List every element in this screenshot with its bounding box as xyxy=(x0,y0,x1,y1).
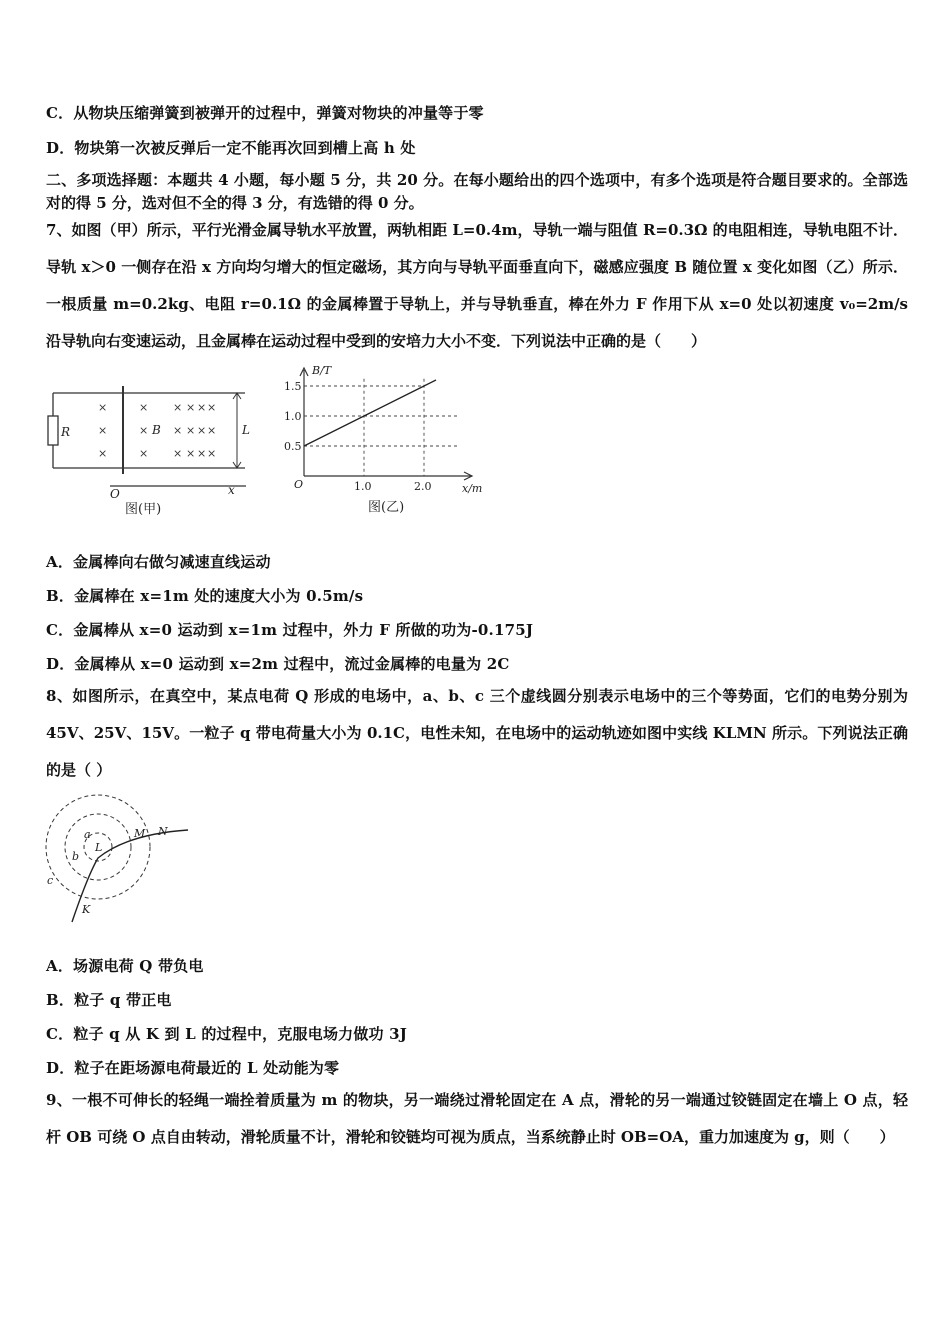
x-tick-label: 1.0 xyxy=(354,480,372,493)
origin-label: O xyxy=(294,478,304,491)
b-vs-x-line xyxy=(304,380,436,446)
x-tick-label: 2.0 xyxy=(414,480,432,493)
question-7-stem: 7、如图（甲）所示，平行光滑金属导轨水平放置，两轨相距 L=0.4m，导轨一端与阻值 R=0.3Ω 的电阻相连，导轨电阻不计．导轨 x＞0 一侧存在沿 x 方向均匀增大的恒定磁场，其方向与导轨平面垂直向下，磁感应强度 B 随位置 x 变化如图（乙）所示．一根质量 m=0.2kg、电阻 r=0.1Ω 的金属棒置于导轨上，并与导轨垂直，棒在外力 F 作用下从 x=0 处以初速度 v₀=2m/s 沿导轨向右变速运动，且金属棒在运动过程中受到的安培力大小不变．下列说法中正确的是（ ） xyxy=(46,221,908,350)
cross-mark: × xyxy=(98,447,108,460)
y-tick-label: 1.0 xyxy=(284,410,302,423)
figure-yi-chart xyxy=(282,360,492,520)
cross-mark: × xyxy=(197,424,207,437)
cross-mark: × xyxy=(186,447,196,460)
q8-option-d: D．粒子在距场源电荷最近的 L 处动能为零 xyxy=(46,1059,340,1077)
figure-jia xyxy=(40,382,260,522)
label-b: b xyxy=(72,850,80,863)
cross-mark: × xyxy=(139,401,149,414)
y-tick-label: 1.5 xyxy=(284,380,302,393)
field-label: B xyxy=(152,423,161,437)
q7-option-a: A．金属棒向右做匀减速直线运动 xyxy=(46,553,271,571)
q8-option-b: B．粒子 q 带正电 xyxy=(46,991,172,1009)
y-tick-label: 0.5 xyxy=(284,440,302,453)
label-k: K xyxy=(82,903,91,916)
x-axis-label: x xyxy=(228,483,235,497)
label-a: a xyxy=(84,828,91,841)
label-c: c xyxy=(47,874,54,887)
x-axis-label: x/m xyxy=(462,482,483,495)
cross-mark: × xyxy=(207,401,217,414)
figure-jia-caption: 图(甲) xyxy=(125,502,162,517)
cross-mark: × xyxy=(139,424,149,437)
q8-option-a: A．场源电荷 Q 带负电 xyxy=(46,957,204,975)
cross-mark: × xyxy=(173,447,183,460)
cross-mark: × xyxy=(173,401,183,414)
q7-option-b: B．金属棒在 x=1m 处的速度大小为 0.5m/s xyxy=(46,587,364,605)
cross-mark: × xyxy=(197,447,207,460)
cross-mark: × xyxy=(139,447,149,460)
label-l: L xyxy=(95,841,103,854)
q8-option-c: C．粒子 q 从 K 到 L 的过程中，克服电场力做功 3J xyxy=(46,1025,408,1043)
cross-mark: × xyxy=(186,401,196,414)
q7-option-d: D．金属棒从 x=0 运动到 x=2m 过程中，流过金属棒的电量为 2C xyxy=(46,655,510,673)
label-n: N xyxy=(158,825,168,838)
q7-option-c: C．金属棒从 x=0 运动到 x=1m 过程中，外力 F 所做的功为-0.175J xyxy=(46,621,534,639)
cross-mark: × xyxy=(207,447,217,460)
cross-mark: × xyxy=(186,424,196,437)
cross-mark: × xyxy=(173,424,183,437)
resistor-label: R xyxy=(61,425,71,439)
origin-label: O xyxy=(110,487,120,501)
label-m: M xyxy=(134,827,146,840)
cross-mark: × xyxy=(98,424,108,437)
section-2-heading: 二、多项选择题：本题共 4 小题，每小题 5 分，共 20 分。在每小题给出的四个选项中，有多个选项是符合题目要求的。全部选对的得 5 分，选对但不全的得 3 分，有选错的得 0 分。 xyxy=(46,171,908,212)
cross-mark: × xyxy=(197,401,207,414)
question-8-stem: 8、如图所示，在真空中，某点电荷 Q 形成的电场中，a、b、c 三个虚线圆分别表示电场中的三个等势面，它们的电势分别为 45V、25V、15V。一粒子 q 带电荷量大小为 0.1C，电性未知，在电场中的运动轨迹如图中实线 KLMN 所示。下列说法正确的是（ ） xyxy=(46,687,908,779)
figure-q8 xyxy=(40,790,200,930)
q6-option-d: D．物块第一次被反弹后一定不能再次回到槽上高 h 处 xyxy=(46,139,416,157)
cross-mark: × xyxy=(98,401,108,414)
figure-yi-caption: 图(乙) xyxy=(368,500,405,515)
length-label: L xyxy=(242,423,250,437)
cross-mark: × xyxy=(207,424,217,437)
question-9-stem: 9、一根不可伸长的轻绳一端拴着质量为 m 的物块，另一端绕过滑轮固定在 A 点，滑轮的另一端通过铰链固定在墙上 O 点，轻杆 OB 可绕 O 点自由转动，滑轮质量不计，滑轮和铰链均可视为质点，当系统静止时 OB=OA，重力加速度为 g，则（ ） xyxy=(46,1091,908,1146)
y-axis-label: B/T xyxy=(312,364,332,377)
q6-option-c: C．从物块压缩弹簧到被弹开的过程中，弹簧对物块的冲量等于零 xyxy=(46,104,484,122)
